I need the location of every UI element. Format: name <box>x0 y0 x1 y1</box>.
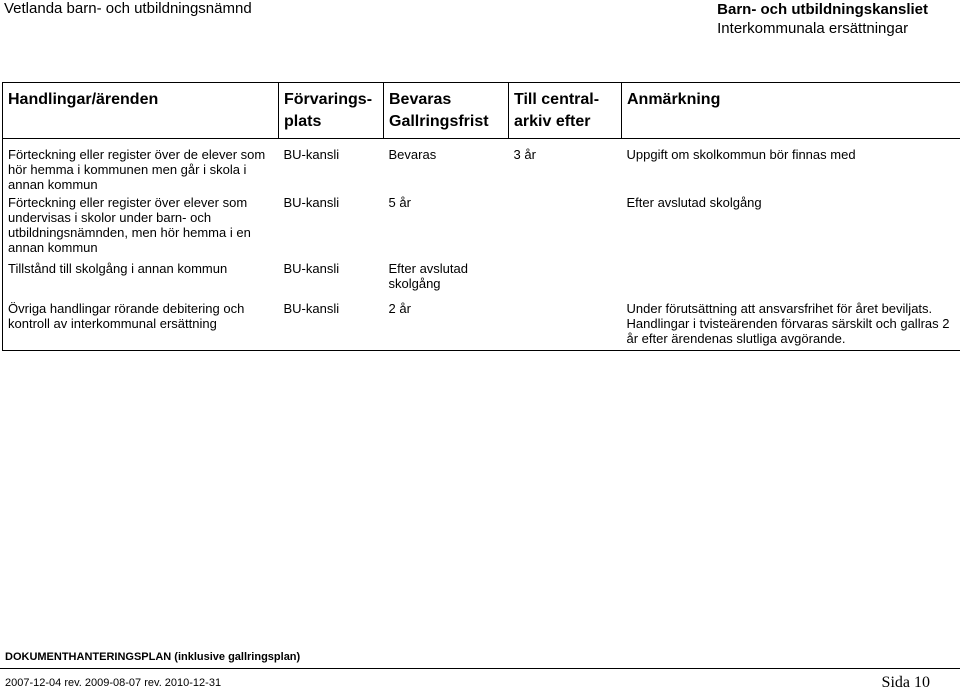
cell-plats: BU-kansli <box>279 261 384 301</box>
cell-handling: Övriga handlingar rörande debitering och kontroll av interkommunal ersättning <box>3 301 279 351</box>
cell-arkiv <box>509 261 622 301</box>
cell-handling: Förteckning eller register över de elever som hör hemma i kommunen men går i skola i annan kommun <box>3 139 279 195</box>
table-row <box>3 261 960 301</box>
table-row <box>3 301 960 351</box>
document-subject: Interkommunala ersättningar <box>717 19 928 38</box>
table-row <box>3 139 960 195</box>
cell-plats: BU-kansli <box>279 139 384 195</box>
document-header <box>717 0 928 38</box>
footer-divider <box>0 668 960 669</box>
organization-name: Vetlanda barn- och utbildningsnämnd <box>4 0 252 17</box>
column-header-anmarkning: Anmärkning <box>622 83 960 139</box>
column-header-bevaras: Bevaras Gallringsfrist <box>384 83 509 139</box>
table-header-row <box>3 83 960 139</box>
cell-anmarkning <box>622 261 960 301</box>
cell-bevaras: Bevaras <box>384 139 509 195</box>
cell-anmarkning: Efter avslutad skolgång <box>622 195 960 261</box>
column-header-forvaringsplats: Förvarings- plats <box>279 83 384 139</box>
footer-revision-dates: 2007-12-04 rev. 2009-08-07 rev. 2010-12-31 <box>5 677 221 689</box>
cell-arkiv <box>509 195 622 261</box>
cell-handling: Tillstånd till skolgång i annan kommun <box>3 261 279 301</box>
cell-anmarkning: Uppgift om skolkommun bör finnas med <box>622 139 960 195</box>
cell-bevaras: Efter avslutad skolgång <box>384 261 509 301</box>
cell-arkiv: 3 år <box>509 139 622 195</box>
cell-plats: BU-kansli <box>279 195 384 261</box>
cell-handling: Förteckning eller register över elever som undervisas i skolor under barn- och utbildningsnämnden, men hör hemma i en annan kommun <box>3 195 279 261</box>
cell-bevaras: 2 år <box>384 301 509 351</box>
column-header-handlingar: Handlingar/ärenden <box>3 83 279 139</box>
department-name: Barn- och utbildningskansliet <box>717 0 928 19</box>
footer-document-title: DOKUMENTHANTERINGSPLAN (inklusive gallringsplan) <box>5 651 300 663</box>
cell-plats: BU-kansli <box>279 301 384 351</box>
cell-anmarkning: Under förutsättning att ansvarsfrihet för året beviljats. Handlingar i tvisteärenden förvaras särskilt och gallras 2 år efter ärendenas slutliga avgörande. <box>622 301 960 351</box>
column-header-centralarkiv: Till central- arkiv efter <box>509 83 622 139</box>
table-row <box>3 195 960 261</box>
cell-arkiv <box>509 301 622 351</box>
page-number: Sida 10 <box>882 674 930 692</box>
records-table <box>2 82 960 351</box>
cell-bevaras: 5 år <box>384 195 509 261</box>
